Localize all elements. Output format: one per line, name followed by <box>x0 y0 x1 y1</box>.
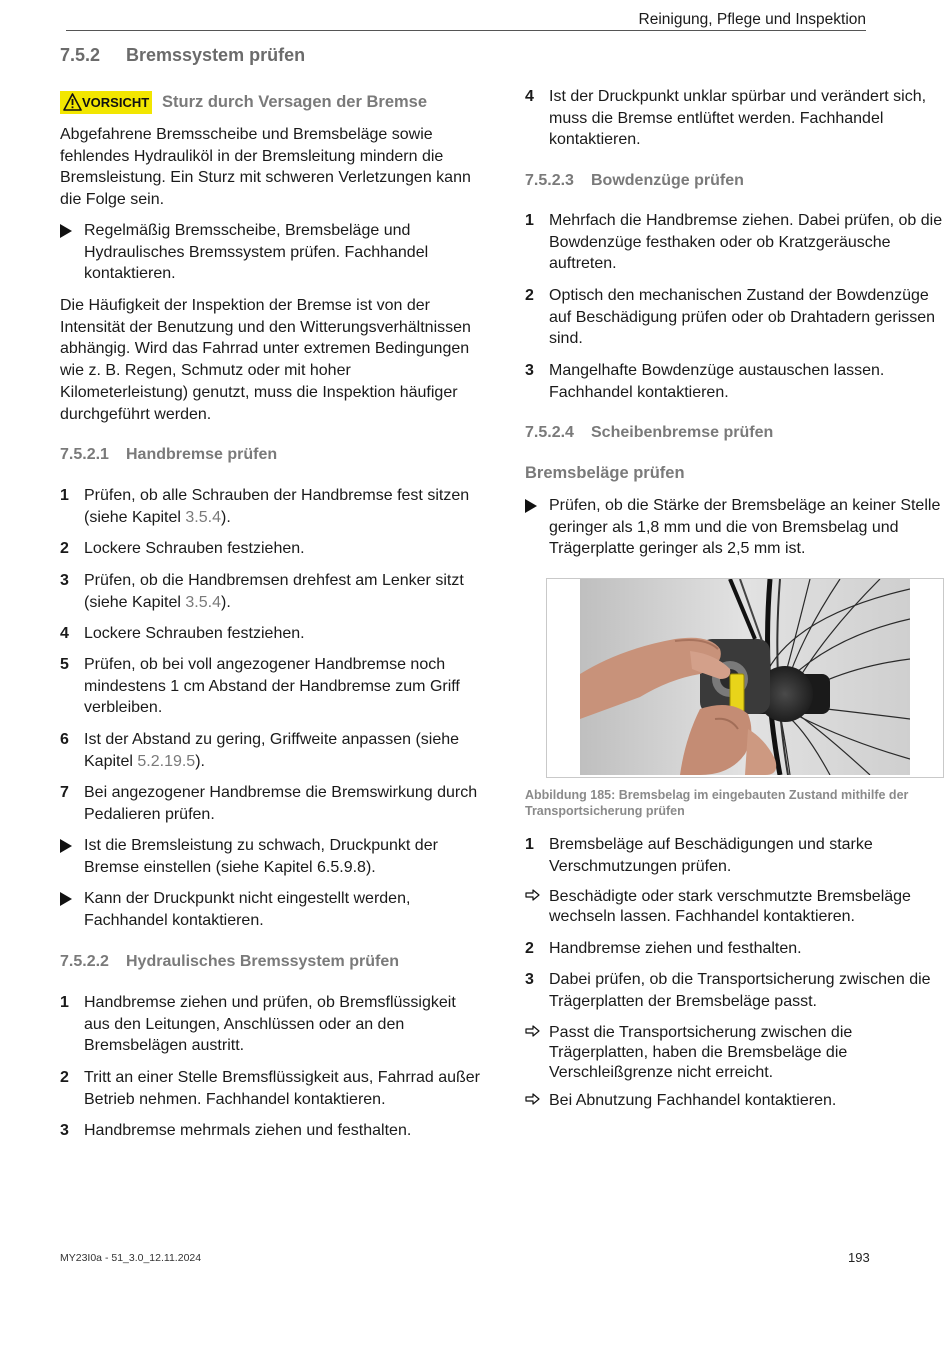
list-item <box>60 782 480 825</box>
action-triangle-icon <box>525 495 543 520</box>
page-number: 193 <box>848 1250 870 1265</box>
list-item <box>525 969 945 1012</box>
step-number: 2 <box>525 940 534 957</box>
list-item <box>60 888 480 931</box>
section-title: Bremssystem prüfen <box>126 45 306 65</box>
subsection-number: 7.5.2.2 <box>60 953 109 970</box>
step-text: Prüfen, ob alle Schrauben der Handbremse fest sitzen (siehe Kapitel <box>84 487 470 526</box>
step-number: 1 <box>525 212 534 229</box>
step-number: 1 <box>60 994 69 1011</box>
subsection-title: Hydraulisches Bremssystem prüfen <box>126 953 399 970</box>
step-number: 2 <box>60 540 69 557</box>
subsection-heading-bowdenzuege <box>525 172 744 190</box>
step-text: Dabei prüfen, ob die Transportsicherung zwischen die Trägerplatten der Bremsbeläge passt. <box>549 971 931 1010</box>
action-triangle-icon <box>60 220 78 245</box>
action-triangle-icon <box>60 888 78 913</box>
list-item <box>60 729 480 772</box>
step-number: 3 <box>525 362 534 379</box>
list-item <box>60 654 480 719</box>
action-text: Kann der Druckpunkt nicht eingestellt werden, Fachhandel kontaktieren. <box>84 890 411 929</box>
warning-signal-word: VORSICHT <box>82 95 150 110</box>
step-text-end: ). <box>220 593 231 611</box>
step-text: Handbremse ziehen und prüfen, ob Bremsflüssigkeit aus den Leitungen, Anschlüssen oder an den Bremsbelägen austritt. <box>84 994 456 1055</box>
step-text: Bei angezogener Handbremse die Bremswirkung durch Pedalieren prüfen. <box>84 784 478 823</box>
step-number: 5 <box>60 656 69 673</box>
subsection-number: 7.5.2.3 <box>525 172 574 189</box>
subsection-heading-handbremse <box>60 446 277 464</box>
step-text: Mangelhafte Bowdenzüge austauschen lassen. Fachhandel kontaktieren. <box>549 362 885 401</box>
result-text: Passt die Transportsicherung zwischen die Trägerplatten, haben die Bremsbeläge die Verschleißgrenze nicht erreicht. <box>549 1024 853 1081</box>
list-item <box>525 210 945 275</box>
running-header: Reinigung, Pflege und Inspektion <box>66 10 866 31</box>
list-item <box>525 834 945 877</box>
step-text: Mehrfach die Handbremse ziehen. Dabei prüfen, ob die Bowdenzüge festhaken oder ob Kratzgeräusche auftreten. <box>549 212 943 273</box>
warning-action-text: Regelmäßig Bremsscheibe, Bremsbeläge und Hydraulisches Bremssystem prüfen. Fachhandel kontaktieren. <box>84 222 429 283</box>
subsection-title: Scheibenbremse prüfen <box>591 424 774 441</box>
list-item <box>525 887 945 927</box>
step-number: 7 <box>60 784 69 801</box>
list-item <box>60 570 480 613</box>
footer-doc-id: MY23I0a - 51_3.0_12.11.2024 <box>60 1252 202 1264</box>
list-item <box>525 360 945 403</box>
step-number: 3 <box>60 1122 69 1139</box>
list-item <box>60 1120 480 1142</box>
action-text: Prüfen, ob die Stärke der Bremsbeläge an keiner Stelle geringer als 1,8 mm und die von Bremsbelag und Trägerplatte geringer als 2,5 mm ist. <box>549 497 941 558</box>
list-item <box>525 1023 945 1083</box>
subsection-number: 7.5.2.4 <box>525 424 574 441</box>
step-number: 2 <box>60 1069 69 1086</box>
step-text: Ist der Druckpunkt unklar spürbar und verändert sich, muss die Bremse entlüftet werden. Fachhandel kontaktieren. <box>549 88 927 149</box>
step-number: 1 <box>60 487 69 504</box>
step-text: Handbremse ziehen und festhalten. <box>549 940 802 957</box>
intro-paragraph: Die Häufigkeit der Inspektion der Bremse ist von der Intensität der Benutzung und den Witterungsverhältnissen abhängig. Wird das Fahrrad unter extremen Bedingungen wie z. B. Regen, Schmutz oder mit hoher Kilometerleistung) genutzt, muss die Inspektion häufiger durchgeführt werden. <box>60 297 471 423</box>
step-number: 3 <box>525 971 534 988</box>
result-arrow-icon <box>525 887 543 907</box>
figure-caption: Abbildung 185: Bremsbelag im eingebauten Zustand mithilfe der Transportsicherung prüfen <box>525 788 909 818</box>
list-item <box>60 1067 480 1110</box>
step-text: Lockere Schrauben festziehen. <box>84 625 305 642</box>
brake-pad-photo-illustration <box>580 579 910 775</box>
step-text: Lockere Schrauben festziehen. <box>84 540 305 557</box>
list-item <box>60 623 480 645</box>
list-item <box>525 1091 945 1111</box>
action-triangle-icon <box>60 835 78 860</box>
step-text: Optisch den mechanischen Zustand der Bowdenzüge auf Beschädigung prüfen oder ob Drahtadern gerissen sind. <box>549 287 936 348</box>
warning-header <box>60 91 480 115</box>
list-item <box>60 538 480 560</box>
subheading-bremsbelaege: Bremsbeläge prüfen <box>525 464 685 482</box>
result-text: Bei Abnutzung Fachhandel kontaktieren. <box>549 1092 837 1109</box>
chapter-link[interactable]: 3.5.4 <box>185 593 221 611</box>
subsection-title: Handbremse prüfen <box>126 446 278 463</box>
step-number: 4 <box>525 88 534 105</box>
list-item <box>525 86 945 151</box>
step-number: 6 <box>60 731 69 748</box>
step-number: 1 <box>525 836 534 853</box>
list-item <box>525 938 945 960</box>
warning-triangle-icon <box>63 93 82 111</box>
action-text: Ist die Bremsleistung zu schwach, Druckpunkt der Bremse einstellen (siehe Kapitel 6.5.9.8). <box>84 837 438 876</box>
step-text: Tritt an einer Stelle Bremsflüssigkeit aus, Fahrrad außer Betrieb nehmen. Fachhandel kontaktieren. <box>84 1069 481 1108</box>
warning-badge <box>60 91 152 114</box>
subsection-heading-scheibenbremse <box>525 424 773 442</box>
list-item <box>60 992 480 1057</box>
section-heading <box>60 45 305 66</box>
step-text-end: ). <box>195 752 205 770</box>
step-text: Ist der Abstand zu gering, Griffweite anpassen (siehe Kapitel <box>84 731 460 770</box>
step-text-end: ). <box>220 508 231 526</box>
warning-action <box>60 220 480 285</box>
step-text: Prüfen, ob bei voll angezogener Handbremse noch mindestens 1 cm Abstand der Handbremse zum Griff verbleiben. <box>84 656 460 717</box>
step-number: 3 <box>60 572 69 589</box>
step-text: Bremsbeläge auf Beschädigungen und starke Verschmutzungen prüfen. <box>549 836 873 875</box>
subsection-title: Bowdenzüge prüfen <box>591 172 744 189</box>
list-item <box>525 285 945 350</box>
result-text: Beschädigte oder stark verschmutzte Bremsbeläge wechseln lassen. Fachhandel kontaktieren. <box>549 888 911 925</box>
chapter-link[interactable]: 5.2.19.5 <box>137 752 196 770</box>
figure-frame <box>546 578 944 778</box>
step-text: Handbremse mehrmals ziehen und festhalten. <box>84 1122 412 1139</box>
step-number: 4 <box>60 625 69 642</box>
subsection-number: 7.5.2.1 <box>60 446 109 463</box>
chapter-link[interactable]: 3.5.4 <box>185 508 221 526</box>
step-text: Prüfen, ob die Handbremsen drehfest am Lenker sitzt (siehe Kapitel <box>84 572 464 611</box>
subsection-heading-hydraulik <box>60 953 399 971</box>
list-item <box>525 495 945 560</box>
result-arrow-icon <box>525 1091 543 1111</box>
list-item <box>60 485 480 528</box>
section-number: 7.5.2 <box>60 45 101 65</box>
warning-text: Abgefahrene Bremsscheibe und Bremsbeläge sowie fehlendes Hydrauliköl in der Bremsleitung mindern die Bremsleistung. Ein Sturz mit schweren Verletzungen kann die Folge sein. <box>60 126 471 209</box>
step-number: 2 <box>525 287 534 304</box>
warning-title: Sturz durch Versagen der Bremse <box>162 93 428 111</box>
result-arrow-icon <box>525 1023 543 1043</box>
brake-pad-photo <box>580 579 910 775</box>
list-item <box>60 835 480 878</box>
